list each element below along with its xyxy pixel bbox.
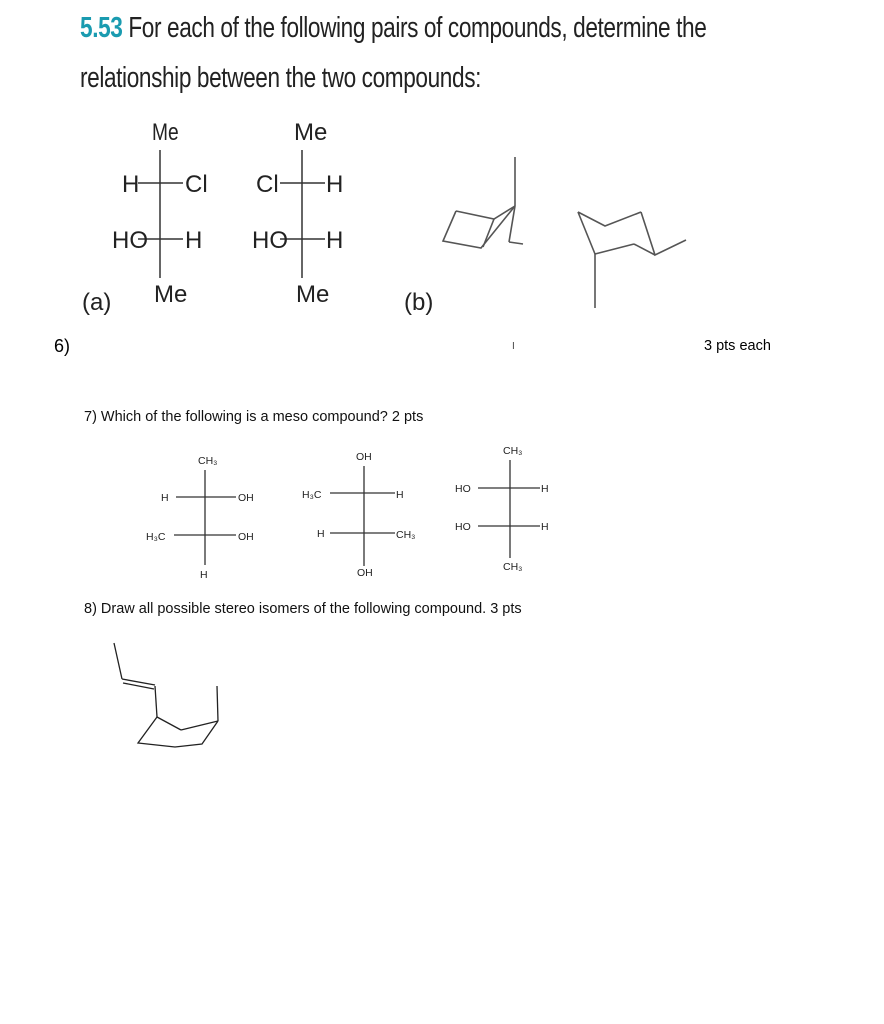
fischer-a-right-r2-left: HO <box>252 227 288 254</box>
q7-fischer-2 <box>302 451 415 579</box>
q7-f3-r2-left: HO <box>455 521 471 533</box>
fischer-a-left-r2-right: H <box>185 227 203 254</box>
q7-f2-bottom: OH <box>357 567 373 579</box>
fischer-a-left-r1-right: Cl <box>185 171 208 198</box>
q7-fischer-1 <box>146 455 254 581</box>
q7-f1-r1-left: H <box>161 492 169 504</box>
question-7-structures <box>0 440 884 610</box>
fischer-a-right-r1-left: Cl <box>256 171 279 198</box>
problem-553-structures <box>0 0 884 340</box>
q7-f2-r1-right: H <box>396 489 404 501</box>
fischer-a-right-top: Me <box>294 119 328 146</box>
problem-title-text: For each of the following pairs of compounds, determine the <box>128 12 707 44</box>
q7-f1-r2-right: OH <box>238 531 254 543</box>
q7-f2-r2-left: H <box>317 528 325 540</box>
q7-f2-top: OH <box>356 451 372 463</box>
q7-f1-r2-left: H₃C <box>146 531 166 543</box>
fischer-a-left-top: Me <box>152 117 179 146</box>
q7-f3-r1-right: H <box>541 483 549 495</box>
fischer-a-left-bottom: Me <box>154 281 188 308</box>
fischer-a-right <box>252 119 343 308</box>
question-8-text: 8) Draw all possible stereo isomers of the following compound. 3 pts <box>84 601 522 617</box>
q7-fischer-3 <box>455 445 549 573</box>
question-8-structure <box>0 630 884 770</box>
q7-f1-r1-right: OH <box>238 492 254 504</box>
q7-f2-r1-left: H₃C <box>302 489 322 501</box>
q7-f3-bottom: CH₃ <box>503 561 523 573</box>
q7-f3-r1-left: HO <box>455 483 471 495</box>
fischer-a-right-bottom: Me <box>296 281 330 308</box>
fischer-a-right-r2-right: H <box>326 227 344 254</box>
question-7-text: 7) Which of the following is a meso compound? 2 pts <box>84 409 424 425</box>
stray-mark: I <box>512 341 515 352</box>
fischer-a-right-r1-right: H <box>326 171 344 198</box>
q7-f3-top: CH₃ <box>503 445 523 457</box>
q7-f2-r2-right: CH₃ <box>396 529 416 541</box>
chair-b-left <box>443 157 523 248</box>
question-6-points: 3 pts each <box>704 338 771 354</box>
problem-number: 5.53 <box>80 12 123 44</box>
q7-f1-top: CH₃ <box>198 455 218 467</box>
chair-b-right <box>578 212 686 308</box>
q7-f3-r2-right: H <box>541 521 549 533</box>
fischer-a-left-r1-left: H <box>122 171 140 198</box>
question-6-label: 6) <box>54 336 71 356</box>
fischer-a-left-r2-left: HO <box>112 227 148 254</box>
part-b-label: (b) <box>404 289 434 316</box>
problem-553-title-line2: relationship between the two compounds: <box>80 62 482 94</box>
part-a-label: (a) <box>82 289 112 316</box>
q7-f1-bottom: H <box>200 569 208 581</box>
fischer-a-left <box>112 118 208 308</box>
